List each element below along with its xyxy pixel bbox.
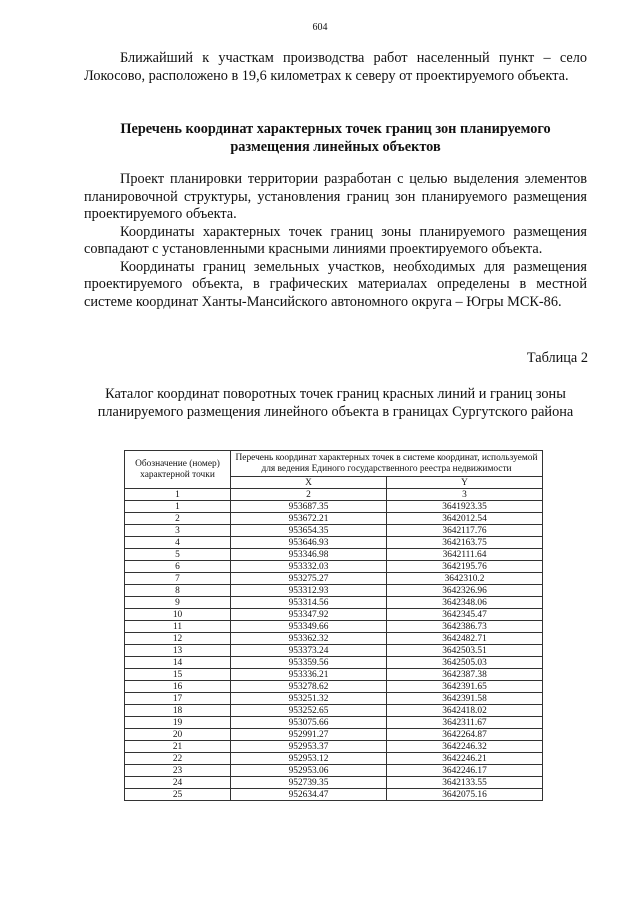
point-number-cell: 16 [125,681,231,693]
table-row [125,789,543,801]
table-row [125,693,543,705]
y-coordinate-cell: 3642391.58 [387,693,543,705]
x-coordinate-cell: 952739.35 [231,777,387,789]
paragraph-coordinates: Координаты характерных точек границ зоны планируемого размещения совпадают с установленными красными линиями проектируемого объекта. [84,223,587,257]
header-point: Обозначение (номер) характерной точки [125,451,231,489]
header-coordinate-list: Перечень координат характерных точек в системе координат, используемой для ведения Единого государственного реестра недвижимости [231,451,543,477]
y-coordinate-cell: 3642195.76 [387,561,543,573]
table-row [125,573,543,585]
y-coordinate-cell: 3642505.03 [387,657,543,669]
table-row [125,501,543,513]
table-row [125,741,543,753]
x-coordinate-cell: 953312.93 [231,585,387,597]
section-heading: Перечень координат характерных точек границ зон планируемого размещения линейных объектов [120,121,551,155]
y-coordinate-cell: 3642117.76 [387,525,543,537]
x-coordinate-cell: 952953.06 [231,765,387,777]
table-row [125,609,543,621]
point-number-cell: 24 [125,777,231,789]
x-coordinate-cell: 953349.66 [231,621,387,633]
table-row [125,585,543,597]
column-number-2: 2 [231,489,387,501]
table-row [125,525,543,537]
x-coordinate-cell: 953346.98 [231,549,387,561]
x-coordinate-cell: 953654.35 [231,525,387,537]
page-number: 604 [312,22,328,33]
y-coordinate-cell: 3642246.17 [387,765,543,777]
x-coordinate-cell: 953336.21 [231,669,387,681]
y-coordinate-cell: 3642482.71 [387,633,543,645]
column-number-3: 3 [387,489,543,501]
point-number-cell: 23 [125,765,231,777]
point-number-cell: 6 [125,561,231,573]
point-number-cell: 13 [125,645,231,657]
table-row [125,549,543,561]
y-coordinate-cell: 3642310.2 [387,573,543,585]
paragraph-land-plots: Координаты границ земельных участков, необходимых для размещения проектируемого объекта, в графических материалах определены в местной системе координат Ханты-Мансийского автономного округа – Югры МСК-86. [84,258,587,310]
point-number-cell: 8 [125,585,231,597]
table-row [125,765,543,777]
point-number-cell: 14 [125,657,231,669]
x-coordinate-cell: 953251.32 [231,693,387,705]
point-number-cell: 20 [125,729,231,741]
table-row [125,753,543,765]
point-number-cell: 18 [125,705,231,717]
point-number-cell: 25 [125,789,231,801]
column-number-1: 1 [125,489,231,501]
table-body [125,501,543,801]
x-coordinate-cell: 953687.35 [231,501,387,513]
y-coordinate-cell: 3642387.38 [387,669,543,681]
table-row [125,777,543,789]
y-coordinate-cell: 3642386.73 [387,621,543,633]
point-number-cell: 4 [125,537,231,549]
point-number-cell: 21 [125,741,231,753]
x-coordinate-cell: 953314.56 [231,597,387,609]
y-coordinate-cell: 3642264.87 [387,729,543,741]
y-coordinate-cell: 3642345.47 [387,609,543,621]
y-coordinate-cell: 3642348.06 [387,597,543,609]
y-coordinate-cell: 3642075.16 [387,789,543,801]
paragraph-purpose: Проект планировки территории разработан с целью выделения элементов планировочной структуры, установления границ зон планируемого размещения проектируемого объекта. [84,171,587,222]
table-row [125,645,543,657]
x-coordinate-cell: 953362.32 [231,633,387,645]
point-number-cell: 15 [125,669,231,681]
intro-paragraph: Ближайший к участкам производства работ населенный пункт – село Локосово, расположено в 19,6 километрах к северу от проектируемого объекта. [84,50,587,84]
point-number-cell: 5 [125,549,231,561]
point-number-cell: 3 [125,525,231,537]
point-number-cell: 10 [125,609,231,621]
y-coordinate-cell: 3642246.32 [387,741,543,753]
x-coordinate-cell: 953373.24 [231,645,387,657]
table-row [125,657,543,669]
point-number-cell: 22 [125,753,231,765]
table-label: Таблица 2 [526,350,588,366]
y-coordinate-cell: 3642391.65 [387,681,543,693]
table-row [125,621,543,633]
y-coordinate-cell: 3641923.35 [387,501,543,513]
x-coordinate-cell: 953672.21 [231,513,387,525]
y-coordinate-cell: 3642311.67 [387,717,543,729]
x-coordinate-cell: 952634.47 [231,789,387,801]
table-row [125,705,543,717]
header-y: Y [387,477,543,489]
table-caption: Каталог координат поворотных точек границ красных линий и границ зоны планируемого размещения линейного объекта в границах Сургутского района [97,386,574,420]
point-number-cell: 2 [125,513,231,525]
point-number-cell: 19 [125,717,231,729]
y-coordinate-cell: 3642111.64 [387,549,543,561]
x-coordinate-cell: 953347.92 [231,609,387,621]
x-coordinate-cell: 953278.62 [231,681,387,693]
x-coordinate-cell: 953359.56 [231,657,387,669]
x-coordinate-cell: 952953.12 [231,753,387,765]
y-coordinate-cell: 3642418.02 [387,705,543,717]
table-row [125,669,543,681]
point-number-cell: 11 [125,621,231,633]
x-coordinate-cell: 953332.03 [231,561,387,573]
y-coordinate-cell: 3642246.21 [387,753,543,765]
table-row [125,537,543,549]
body-block [84,171,587,311]
point-number-cell: 1 [125,501,231,513]
point-number-cell: 17 [125,693,231,705]
table-row [125,633,543,645]
table-row [125,513,543,525]
x-coordinate-cell: 952991.27 [231,729,387,741]
x-coordinate-cell: 953075.66 [231,717,387,729]
point-number-cell: 7 [125,573,231,585]
y-coordinate-cell: 3642163.75 [387,537,543,549]
x-coordinate-cell: 952953.37 [231,741,387,753]
table-row [125,717,543,729]
x-coordinate-cell: 953646.93 [231,537,387,549]
coordinates-table [124,450,543,801]
header-x: X [231,477,387,489]
x-coordinate-cell: 953252.65 [231,705,387,717]
y-coordinate-cell: 3642012.54 [387,513,543,525]
point-number-cell: 12 [125,633,231,645]
x-coordinate-cell: 953275.27 [231,573,387,585]
y-coordinate-cell: 3642326.96 [387,585,543,597]
table-row [125,561,543,573]
point-number-cell: 9 [125,597,231,609]
y-coordinate-cell: 3642503.51 [387,645,543,657]
table-row [125,681,543,693]
intro-block [84,50,587,85]
table-row [125,729,543,741]
y-coordinate-cell: 3642133.55 [387,777,543,789]
table-row [125,597,543,609]
